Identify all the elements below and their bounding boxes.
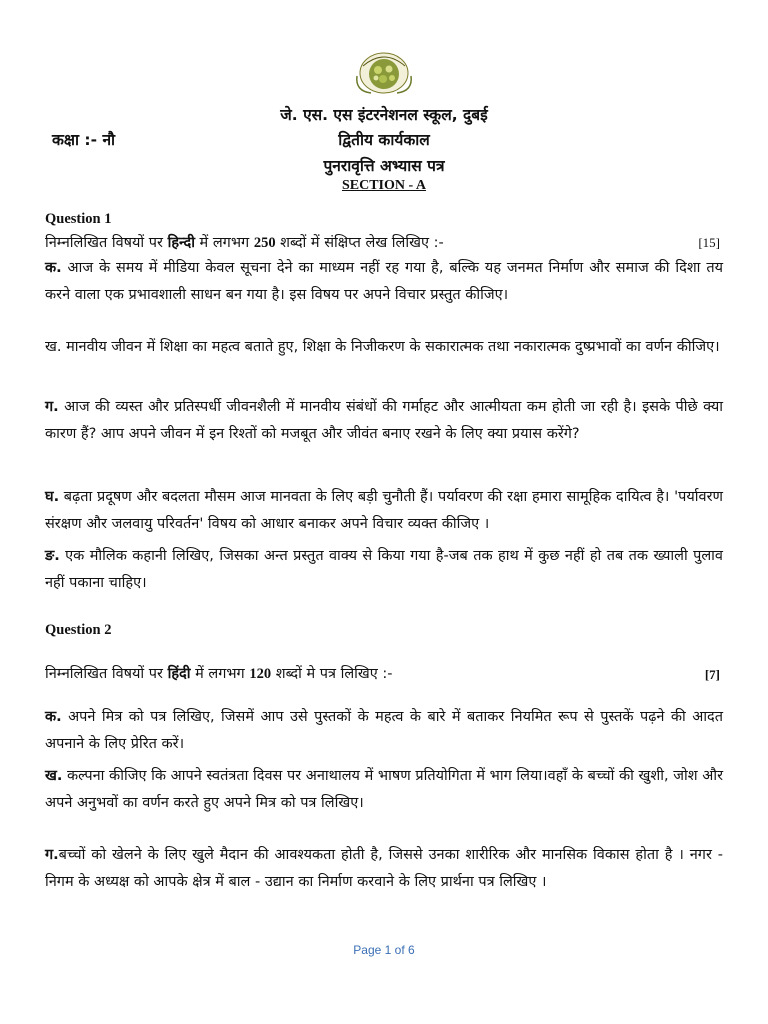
question-1-marks: [15] xyxy=(698,235,720,250)
q2-item-ka: क. अपने मित्र को पत्र लिखिए, जिसमें आप उसे पुस्तकों के महत्व के बारे में बताकर नियमित रूप से पुस्तकें पढ़ने की आदत अपनाने के लिए प्रेरित करें। xyxy=(45,709,723,752)
question-2-marks: [7] xyxy=(704,667,720,682)
question-1-instruction: निम्नलिखित विषयों पर हिन्दी में लगभग 250 शब्दों में संक्षिप्त लेख लिखिए :- xyxy=(45,235,444,251)
page-number: Page 1 of 6 xyxy=(353,943,415,957)
q1-item-ga: ग. आज की व्यस्त और प्रतिस्पर्धी जीवनशैली में मानवीय संबंधों की गर्माहट और आत्मीयता कम होती जा रही है। इसके पीछे क्या कारण हैं? आप अपने जीवन में इन रिश्तों को मजबूत और जीवंत बनाए रखने के लिए क्या प्रयास करेंगे? xyxy=(45,399,723,442)
q1-item-kha: ख. मानवीय जीवन में शिक्षा का महत्व बताते हुए, शिक्षा के निजीकरण के सकारात्मक तथा नकारात्मक दुष्प्रभावों का वर्णन कीजिए। xyxy=(45,339,720,355)
question-2-instruction: निम्नलिखित विषयों पर हिंदी में लगभग 120 शब्दों मे पत्र लिखिए :- xyxy=(45,666,393,682)
school-name: जे. एस. एस इंटरनेशनल स्कूल, दुबई xyxy=(280,106,488,124)
q2-item-ga: ग.बच्चों को खेलने के लिए खुले मैदान की आवश्यकता होती है, जिससे उनका शारीरिक और मानसिक विकास होता है । नगर - निगम के अध्यक्ष को आपके क्षेत्र में बाल - उद्यान का निर्माण करवाने के लिए प्रार्थना पत्र लिखिए । xyxy=(45,847,723,890)
question-1-heading: Question 1 xyxy=(45,211,112,227)
section-title: SECTION - A xyxy=(341,178,427,193)
q1-item-gha: घ. बढ़ता प्रदूषण और बदलता मौसम आज मानवता के लिए बड़ी चुनौती हैं। पर्यावरण की रक्षा हमारा सामूहिक दायित्व है। 'पर्यावरण संरक्षण और जलवायु परिवर्तन' विषय को आधार बनाकर अपने विचार व्यक्त कीजिए । xyxy=(45,489,723,532)
class-label: कक्षा :- नौ xyxy=(52,131,116,149)
q1-item-nga: ङ. एक मौलिक कहानी लिखिए, जिसका अन्त प्रस्तुत वाक्य से किया गया है-जब तक हाथ में कुछ नहीं हो तब तक ख्याली पुलाव नहीं पकाना चाहिए। xyxy=(45,548,723,591)
question-2-heading: Question 2 xyxy=(45,622,112,638)
term-label: द्वितीय कार्यकाल xyxy=(338,131,430,149)
q1-item-ka: क. आज के समय में मीडिया केवल सूचना देने का माध्यम नहीं रह गया है, बल्कि यह जनमत निर्माण और समाज की दिशा तय करने वाला एक प्रभावशाली साधन बन गया है। इस विषय पर अपने विचार प्रस्तुत कीजिए। xyxy=(45,260,723,303)
school-logo xyxy=(343,46,425,96)
sheet-title: पुनरावृत्ति अभ्यास पत्र xyxy=(323,157,445,175)
q2-item-kha: ख. कल्पना कीजिए कि आपने स्वतंत्रता दिवस पर अनाथालय में भाषण प्रतियोगिता में भाग लिया।वहाँ के बच्चों की खुशी, जोश और अपने अनुभवों का वर्णन करते हुए अपने मित्र को पत्र लिखिए। xyxy=(45,768,723,811)
